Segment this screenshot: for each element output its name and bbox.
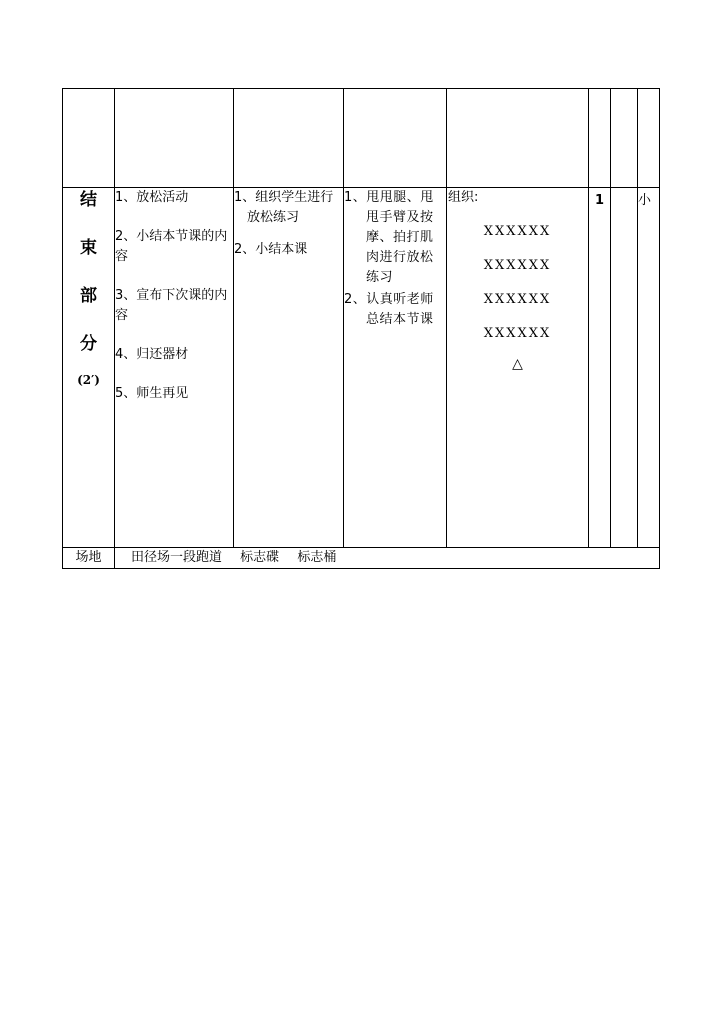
section-title-char: 束 xyxy=(80,238,97,258)
student-row: XXXXXX xyxy=(483,258,552,273)
count-cell xyxy=(589,188,611,548)
content-item: 5、师生再见 xyxy=(115,386,189,401)
content-item: 1、放松活动 xyxy=(115,190,189,205)
cell-empty xyxy=(447,89,589,188)
content-item: 3、宣布下次课的内容 xyxy=(115,288,228,323)
table-row-empty xyxy=(63,89,660,188)
student-activity-cell xyxy=(344,188,447,548)
teacher-activity-cell xyxy=(234,188,344,548)
venue-item: 标志碟 xyxy=(240,550,280,565)
count-value: 1 xyxy=(594,193,605,208)
section-title-cell xyxy=(63,188,115,548)
lesson-plan-table xyxy=(62,88,660,569)
cell-empty xyxy=(63,89,115,188)
venue-item: 田径场一段跑道 xyxy=(131,550,223,565)
intensity-value: 小 xyxy=(638,193,652,208)
table-row-venue xyxy=(63,548,660,569)
cell-empty xyxy=(234,89,344,188)
organization-label: 组织: xyxy=(448,190,479,205)
content-item: 4、归还器材 xyxy=(115,347,189,362)
venue-label: 场地 xyxy=(75,550,102,565)
content-cell xyxy=(115,188,234,548)
cell-empty xyxy=(611,188,638,548)
section-time: (2′) xyxy=(77,373,100,387)
content-item: 2、小结本节课的内容 xyxy=(115,229,228,264)
student-item: 1、甩甩腿、甩甩手臂及按摩、拍打肌肉进行放松练习 xyxy=(344,190,434,285)
formation-diagram xyxy=(447,222,588,374)
cell-empty xyxy=(344,89,447,188)
section-title-char: 部 xyxy=(80,286,97,306)
cell-empty xyxy=(115,89,234,188)
cell-empty xyxy=(589,89,611,188)
cell-empty xyxy=(611,89,638,188)
venue-item: 标志桶 xyxy=(297,550,337,565)
venue-label-cell xyxy=(63,548,115,569)
section-title-char: 分 xyxy=(80,334,97,354)
teacher-triangle-icon: △ xyxy=(512,356,523,372)
organization-cell xyxy=(447,188,589,548)
intensity-cell xyxy=(638,188,660,548)
cell-empty xyxy=(638,89,660,188)
table-row-closing xyxy=(63,188,660,548)
teacher-item: 1、组织学生进行放松练习 xyxy=(234,190,334,225)
student-row: XXXXXX xyxy=(483,292,552,307)
student-item: 2、认真听老师总结本节课 xyxy=(344,292,434,327)
student-row: XXXXXX xyxy=(483,224,552,239)
venue-cell xyxy=(115,548,660,569)
student-row: XXXXXX xyxy=(483,326,552,341)
teacher-item: 2、小结本课 xyxy=(234,242,308,257)
section-title-char: 结 xyxy=(80,190,97,210)
